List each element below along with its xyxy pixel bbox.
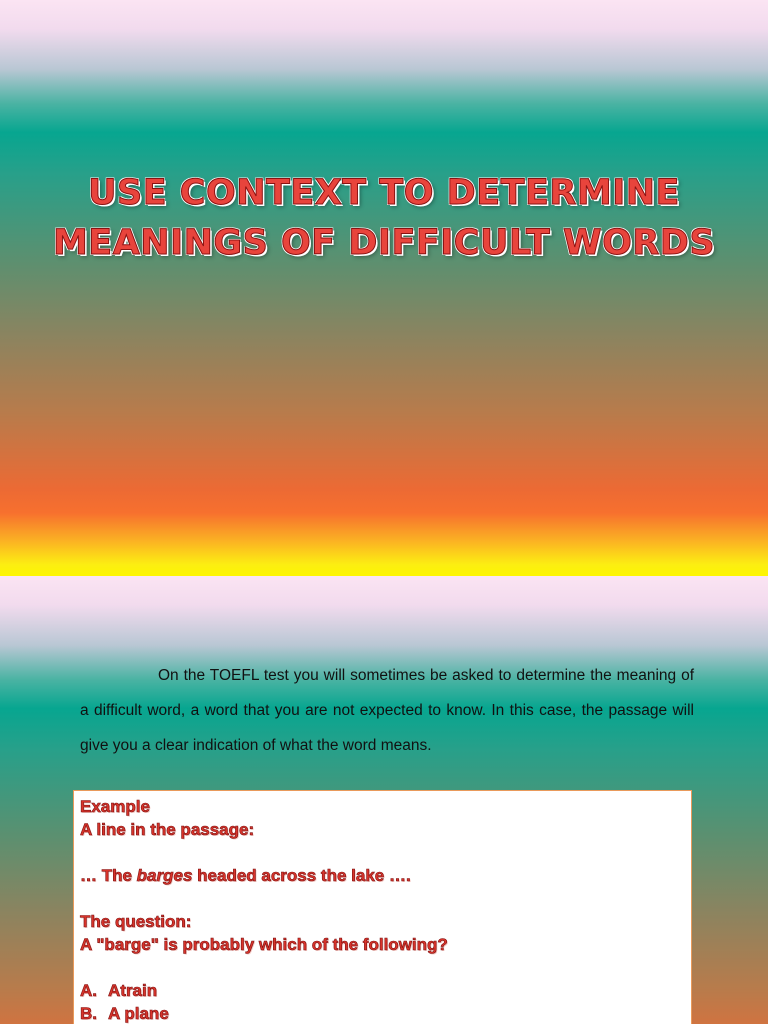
slide-title-heading [0, 168, 768, 268]
title-line-2: MEANINGS OF DIFFICULT WORDS [52, 223, 716, 263]
passage-line [80, 864, 691, 887]
question-label: The question: [80, 912, 192, 931]
passage-difficult-word: barges [136, 866, 193, 885]
passage-prefix: … The [80, 866, 137, 885]
option-b [80, 1002, 691, 1024]
spacer [80, 841, 691, 864]
intro-paragraph-text: On the TOEFL test you will sometimes be asked to determine the meaning of a difficult word, a word that you are not expected to know. In this case, the passage will give you a clear indication of what the word means. [80, 667, 694, 754]
option-a [80, 979, 691, 1002]
intro-paragraph [80, 658, 694, 763]
passage-label: A line in the passage: [80, 820, 255, 839]
option-b-letter: B. [80, 1004, 97, 1023]
title-line-1: USE CONTEXT TO DETERMINE [88, 173, 680, 213]
option-a-text: Atrain [108, 981, 158, 1000]
example-box [73, 790, 692, 1024]
spacer [80, 887, 691, 910]
example-heading: Example [80, 797, 150, 816]
option-b-text: A plane [108, 1004, 169, 1023]
passage-suffix: headed across the lake …. [192, 866, 411, 885]
spacer [80, 956, 691, 979]
option-a-letter: A. [80, 981, 97, 1000]
question-text: A "barge" is probably which of the following? [80, 935, 448, 954]
